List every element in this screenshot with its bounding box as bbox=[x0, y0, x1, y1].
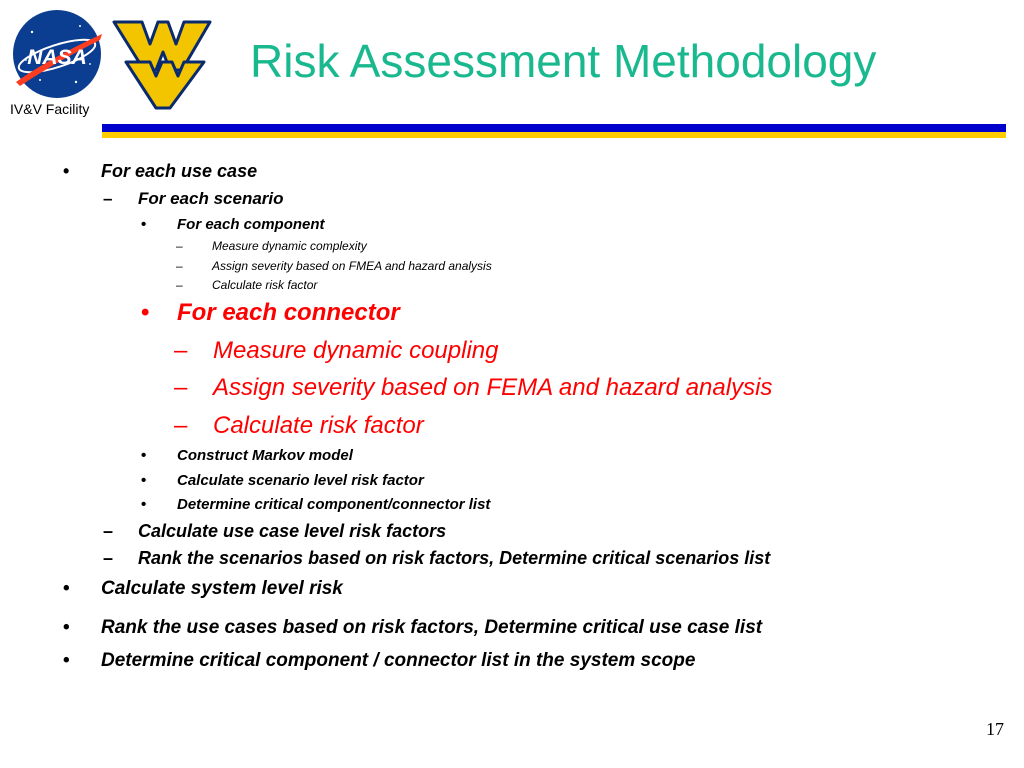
bullet-marker: • bbox=[141, 299, 150, 326]
header-rule-gold bbox=[102, 132, 1006, 138]
dash-marker: – bbox=[176, 278, 183, 292]
bullet-text: Determine critical component / connector list in the system scope bbox=[101, 650, 696, 671]
bullet-text: Construct Markov model bbox=[177, 447, 353, 464]
dash-marker: – bbox=[103, 521, 114, 541]
bullet-text: Rank the use cases based on risk factors, Determine critical use case list bbox=[101, 617, 763, 638]
bullet-text: Calculate scenario level risk factor bbox=[177, 472, 424, 489]
bullet-text: Calculate risk factor bbox=[213, 412, 424, 439]
page-number: 17 bbox=[986, 719, 1004, 739]
bullet-text: For each connector bbox=[177, 299, 400, 326]
dash-marker: – bbox=[174, 374, 188, 401]
bullet-text: Determine critical component/connector list bbox=[177, 496, 491, 513]
dash-marker: – bbox=[103, 189, 113, 208]
bullet-marker: • bbox=[141, 496, 147, 513]
dash-marker: – bbox=[174, 337, 188, 364]
bullet-text: For each scenario bbox=[138, 189, 284, 208]
bullet-marker: • bbox=[63, 161, 70, 181]
bullet-text: Rank the scenarios based on risk factors, Determine critical scenarios list bbox=[138, 548, 771, 568]
bullet-marker: • bbox=[63, 578, 70, 599]
bullet-marker: • bbox=[63, 617, 70, 638]
bullet-text: Calculate use case level risk factors bbox=[138, 521, 447, 541]
slide-title: Risk Assessment Methodology bbox=[250, 35, 877, 87]
bullet-text: For each use case bbox=[101, 161, 258, 181]
nasa-logo bbox=[10, 8, 104, 100]
bullet-text: Assign severity based on FMEA and hazard analysis bbox=[212, 259, 492, 273]
dash-marker: – bbox=[176, 259, 183, 273]
bullet-text: For each component bbox=[177, 216, 325, 233]
bullet-marker: • bbox=[141, 472, 147, 489]
dash-marker: – bbox=[103, 548, 114, 568]
bullet-text: Measure dynamic complexity bbox=[212, 239, 367, 253]
bullet-text: Calculate system level risk bbox=[101, 578, 343, 599]
dash-marker: – bbox=[174, 412, 188, 439]
bullet-text: Calculate risk factor bbox=[212, 278, 318, 292]
nasa-logo-text: NASA bbox=[27, 46, 87, 69]
bullet-text: Assign severity based on FEMA and hazard analysis bbox=[213, 374, 773, 401]
bullet-marker: • bbox=[141, 447, 147, 464]
bullet-marker: • bbox=[141, 216, 147, 233]
dash-marker: – bbox=[176, 239, 183, 253]
bullet-marker: • bbox=[63, 650, 70, 671]
facility-label: IV&V Facility bbox=[10, 101, 90, 117]
header-rule-blue bbox=[102, 124, 1006, 132]
wvu-logo bbox=[112, 18, 212, 110]
bullet-text: Measure dynamic coupling bbox=[213, 337, 499, 364]
